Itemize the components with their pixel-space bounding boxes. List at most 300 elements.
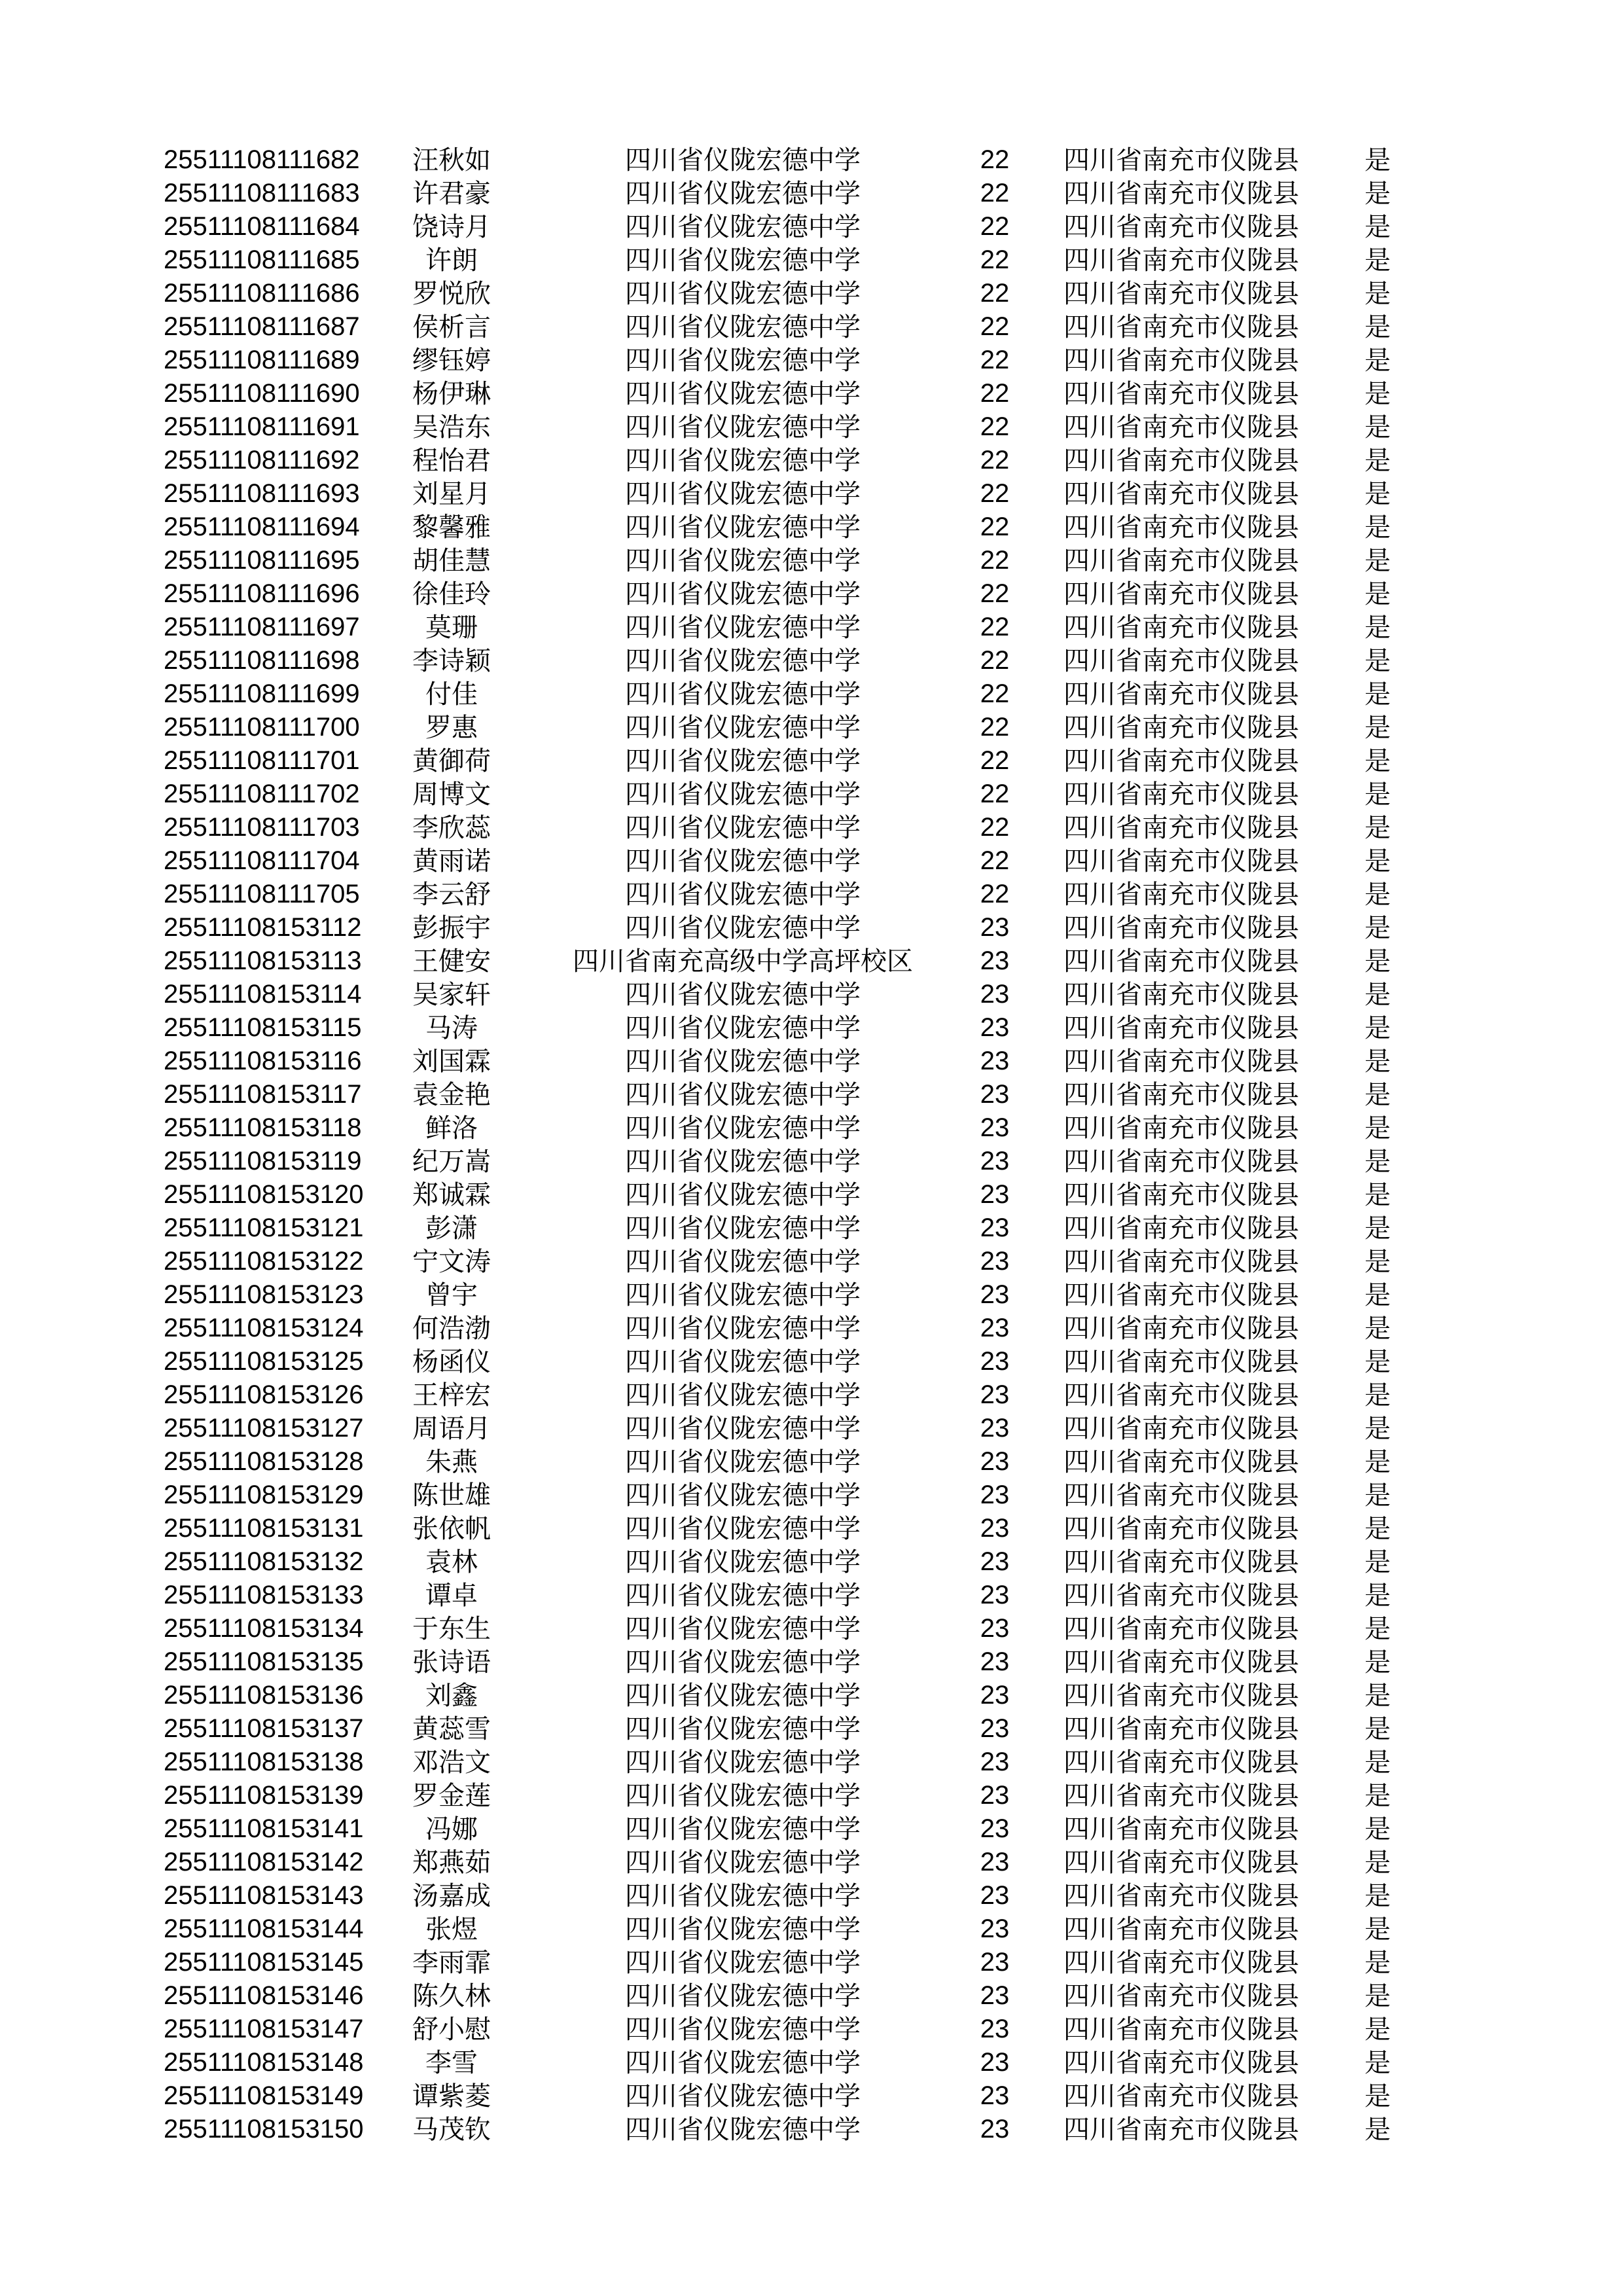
name-cell: 马涛 [425, 1013, 478, 1043]
name-cell: 侯析言 [412, 312, 491, 342]
code-cell: 23 [980, 1681, 1010, 1710]
exam-id-cell: 25511108153134 [164, 1614, 364, 1643]
flag-cell: 是 [1364, 1047, 1391, 1076]
exam-id-cell: 25511108111687 [164, 312, 360, 341]
district-cell: 四川省南充市仪陇县 [1063, 346, 1299, 375]
name-cell: 吴浩东 [412, 412, 491, 442]
flag-cell: 是 [1364, 1614, 1391, 1643]
code-cell: 23 [980, 1447, 1010, 1476]
code-cell: 23 [980, 1113, 1010, 1142]
school-cell: 四川省仪陇宏德中学 [625, 1047, 861, 1076]
district-cell: 四川省南充市仪陇县 [1063, 1614, 1299, 1643]
district-cell: 四川省南充市仪陇县 [1063, 379, 1299, 408]
exam-id-cell: 25511108153150 [164, 2115, 364, 2144]
code-cell: 23 [980, 1714, 1010, 1743]
code-cell: 22 [980, 179, 1010, 207]
exam-id-cell: 25511108111684 [164, 212, 360, 241]
name-cell: 谭紫菱 [412, 2081, 491, 2111]
name-cell: 罗悦欣 [412, 279, 491, 308]
table-row [164, 243, 1446, 277]
table-row [164, 1378, 1446, 1412]
school-cell: 四川省仪陇宏德中学 [625, 245, 861, 275]
flag-cell: 是 [1364, 379, 1391, 408]
exam-id-cell: 25511108153145 [164, 1948, 364, 1977]
code-cell: 22 [980, 579, 1010, 608]
table-row [164, 544, 1446, 577]
table-row [164, 711, 1446, 744]
table-row [164, 844, 1446, 878]
name-cell: 刘鑫 [425, 1681, 478, 1710]
school-cell: 四川省仪陇宏德中学 [625, 646, 861, 675]
table-row [164, 1011, 1446, 1045]
exam-id-cell: 25511108153146 [164, 1981, 364, 2010]
exam-id-cell: 25511108153148 [164, 2048, 364, 2077]
district-cell: 四川省南充市仪陇县 [1063, 212, 1299, 242]
flag-cell: 是 [1364, 346, 1391, 375]
flag-cell: 是 [1364, 279, 1391, 308]
school-cell: 四川省仪陇宏德中学 [625, 479, 861, 509]
table-row [164, 1145, 1446, 1178]
district-cell: 四川省南充市仪陇县 [1063, 1514, 1299, 1543]
district-cell: 四川省南充市仪陇县 [1063, 880, 1299, 909]
flag-cell: 是 [1364, 846, 1391, 876]
school-cell: 四川省仪陇宏德中学 [625, 1948, 861, 1977]
exam-id-cell: 25511108111700 [164, 713, 360, 742]
flag-cell: 是 [1364, 1380, 1391, 1410]
name-cell: 黄御荷 [412, 746, 491, 776]
school-cell: 四川省仪陇宏德中学 [625, 1748, 861, 1777]
code-cell: 23 [980, 1180, 1010, 1209]
flag-cell: 是 [1364, 1113, 1391, 1143]
flag-cell: 是 [1364, 1213, 1391, 1243]
exam-id-cell: 25511108153116 [164, 1047, 362, 1075]
name-cell: 饶诗月 [412, 212, 491, 242]
table-row [164, 644, 1446, 677]
school-cell: 四川省仪陇宏德中学 [625, 1714, 861, 1744]
school-cell: 四川省仪陇宏德中学 [625, 1514, 861, 1543]
name-cell: 于东生 [412, 1614, 491, 1643]
exam-id-cell: 25511108111702 [164, 780, 360, 808]
district-cell: 四川省南充市仪陇县 [1063, 1914, 1299, 1944]
school-cell: 四川省仪陇宏德中学 [625, 2015, 861, 2044]
flag-cell: 是 [1364, 2081, 1391, 2111]
table-row [164, 177, 1446, 210]
flag-cell: 是 [1364, 1981, 1391, 2011]
exam-id-cell: 25511108153137 [164, 1714, 364, 1743]
school-cell: 四川省仪陇宏德中学 [625, 1347, 861, 1376]
school-cell: 四川省仪陇宏德中学 [625, 1581, 861, 1610]
table-row [164, 1612, 1446, 1645]
exam-id-cell: 25511108153126 [164, 1380, 364, 1409]
code-cell: 23 [980, 1080, 1010, 1109]
district-cell: 四川省南充市仪陇县 [1063, 1147, 1299, 1176]
school-cell: 四川省仪陇宏德中学 [625, 1013, 861, 1043]
district-cell: 四川省南充市仪陇县 [1063, 1247, 1299, 1276]
flag-cell: 是 [1364, 613, 1391, 642]
table-row [164, 143, 1446, 177]
name-cell: 周博文 [412, 780, 491, 809]
school-cell: 四川省仪陇宏德中学 [625, 145, 861, 175]
name-cell: 李雪 [425, 2048, 478, 2077]
exam-id-cell: 25511108111705 [164, 880, 360, 908]
school-cell: 四川省仪陇宏德中学 [625, 813, 861, 842]
school-cell: 四川省仪陇宏德中学 [625, 1380, 861, 1410]
district-cell: 四川省南充市仪陇县 [1063, 1414, 1299, 1443]
table-row [164, 1579, 1446, 1612]
exam-id-cell: 25511108153143 [164, 1881, 364, 1910]
code-cell: 22 [980, 145, 1010, 174]
exam-id-cell: 25511108111690 [164, 379, 360, 408]
district-cell: 四川省南充市仪陇县 [1063, 1180, 1299, 1210]
flag-cell: 是 [1364, 1714, 1391, 1744]
district-cell: 四川省南充市仪陇县 [1063, 479, 1299, 509]
school-cell: 四川省仪陇宏德中学 [625, 1280, 861, 1310]
school-cell: 四川省仪陇宏德中学 [625, 746, 861, 776]
school-cell: 四川省仪陇宏德中学 [625, 613, 861, 642]
flag-cell: 是 [1364, 880, 1391, 909]
name-cell: 胡佳慧 [412, 546, 491, 575]
code-cell: 23 [980, 1347, 1010, 1376]
school-cell: 四川省仪陇宏德中学 [625, 379, 861, 408]
exam-id-cell: 25511108153112 [164, 913, 362, 942]
school-cell: 四川省仪陇宏德中学 [625, 880, 861, 909]
district-cell: 四川省南充市仪陇县 [1063, 679, 1299, 709]
student-table [0, 143, 1446, 2146]
school-cell: 四川省仪陇宏德中学 [625, 212, 861, 242]
table-row [164, 2079, 1446, 2113]
exam-id-cell: 25511108111691 [164, 412, 360, 441]
district-cell: 四川省南充市仪陇县 [1063, 946, 1299, 976]
name-cell: 黎馨雅 [412, 512, 491, 542]
exam-id-cell: 25511108111695 [164, 546, 360, 575]
district-cell: 四川省南充市仪陇县 [1063, 1981, 1299, 2011]
school-cell: 四川省仪陇宏德中学 [625, 1480, 861, 1510]
name-cell: 郑诚霖 [412, 1180, 491, 1210]
code-cell: 23 [980, 1314, 1010, 1342]
code-cell: 22 [980, 846, 1010, 875]
table-row [164, 1712, 1446, 1746]
school-cell: 四川省仪陇宏德中学 [625, 2048, 861, 2077]
district-cell: 四川省南充市仪陇县 [1063, 279, 1299, 308]
table-row [164, 778, 1446, 811]
name-cell: 袁金艳 [412, 1080, 491, 1109]
school-cell: 四川省仪陇宏德中学 [625, 1547, 861, 1577]
district-cell: 四川省南充市仪陇县 [1063, 1447, 1299, 1477]
district-cell: 四川省南充市仪陇县 [1063, 179, 1299, 208]
district-cell: 四川省南充市仪陇县 [1063, 1781, 1299, 1810]
code-cell: 23 [980, 2115, 1010, 2144]
name-cell: 袁林 [425, 1547, 478, 1577]
flag-cell: 是 [1364, 579, 1391, 609]
name-cell: 汪秋如 [412, 145, 491, 175]
school-cell: 四川省仪陇宏德中学 [625, 346, 861, 375]
flag-cell: 是 [1364, 245, 1391, 275]
flag-cell: 是 [1364, 813, 1391, 842]
school-cell: 四川省仪陇宏德中学 [625, 1447, 861, 1477]
school-cell: 四川省南充高级中学高坪校区 [573, 946, 913, 976]
exam-id-cell: 25511108153120 [164, 1180, 364, 1209]
exam-id-cell: 25511108153147 [164, 2015, 364, 2043]
exam-id-cell: 25511108153132 [164, 1547, 364, 1576]
name-cell: 张煜 [425, 1914, 478, 1944]
name-cell: 王梓宏 [412, 1380, 491, 1410]
table-row [164, 744, 1446, 778]
table-row [164, 1445, 1446, 1479]
name-cell: 徐佳玲 [412, 579, 491, 609]
name-cell: 付佳 [425, 679, 478, 709]
code-cell: 23 [980, 1480, 1010, 1509]
name-cell: 张依帆 [412, 1514, 491, 1543]
name-cell: 汤嘉成 [412, 1881, 491, 1910]
code-cell: 22 [980, 613, 1010, 641]
table-row [164, 1345, 1446, 1378]
table-row [164, 1479, 1446, 1512]
table-row [164, 2046, 1446, 2079]
table-row [164, 1545, 1446, 1579]
table-row [164, 577, 1446, 611]
district-cell: 四川省南充市仪陇县 [1063, 1881, 1299, 1910]
flag-cell: 是 [1364, 1914, 1391, 1944]
district-cell: 四川省南充市仪陇县 [1063, 412, 1299, 442]
exam-id-cell: 25511108153117 [164, 1080, 362, 1109]
code-cell: 22 [980, 679, 1010, 708]
school-cell: 四川省仪陇宏德中学 [625, 1147, 861, 1176]
district-cell: 四川省南充市仪陇县 [1063, 1480, 1299, 1510]
table-row [164, 1879, 1446, 1912]
exam-id-cell: 25511108111683 [164, 179, 360, 207]
flag-cell: 是 [1364, 646, 1391, 675]
exam-id-cell: 25511108111694 [164, 512, 360, 541]
table-row [164, 1278, 1446, 1312]
school-cell: 四川省仪陇宏德中学 [625, 1681, 861, 1710]
table-row [164, 444, 1446, 477]
exam-id-cell: 25511108153149 [164, 2081, 364, 2110]
code-cell: 23 [980, 1380, 1010, 1409]
table-row [164, 210, 1446, 243]
district-cell: 四川省南充市仪陇县 [1063, 145, 1299, 175]
flag-cell: 是 [1364, 1447, 1391, 1477]
name-cell: 彭潇 [425, 1213, 478, 1243]
district-cell: 四川省南充市仪陇县 [1063, 546, 1299, 575]
flag-cell: 是 [1364, 1147, 1391, 1176]
table-row [164, 1211, 1446, 1245]
name-cell: 程怡君 [412, 446, 491, 475]
flag-cell: 是 [1364, 1480, 1391, 1510]
flag-cell: 是 [1364, 1848, 1391, 1877]
exam-id-cell: 25511108111682 [164, 145, 360, 174]
district-cell: 四川省南充市仪陇县 [1063, 646, 1299, 675]
exam-id-cell: 25511108153115 [164, 1013, 362, 1042]
code-cell: 23 [980, 1881, 1010, 1910]
code-cell: 22 [980, 212, 1010, 241]
flag-cell: 是 [1364, 1247, 1391, 1276]
school-cell: 四川省仪陇宏德中学 [625, 846, 861, 876]
district-cell: 四川省南充市仪陇县 [1063, 245, 1299, 275]
flag-cell: 是 [1364, 1748, 1391, 1777]
table-row [164, 1111, 1446, 1145]
table-row [164, 1312, 1446, 1345]
flag-cell: 是 [1364, 780, 1391, 809]
flag-cell: 是 [1364, 1781, 1391, 1810]
school-cell: 四川省仪陇宏德中学 [625, 1881, 861, 1910]
exam-id-cell: 25511108153135 [164, 1647, 364, 1676]
exam-id-cell: 25511108153119 [164, 1147, 362, 1175]
name-cell: 宁文涛 [412, 1247, 491, 1276]
school-cell: 四川省仪陇宏德中学 [625, 279, 861, 308]
table-row [164, 410, 1446, 444]
district-cell: 四川省南充市仪陇县 [1063, 746, 1299, 776]
name-cell: 鲜洛 [425, 1113, 478, 1143]
code-cell: 23 [980, 1581, 1010, 1609]
exam-id-cell: 25511108153123 [164, 1280, 364, 1309]
code-cell: 23 [980, 1280, 1010, 1309]
code-cell: 23 [980, 2081, 1010, 2110]
table-row [164, 2013, 1446, 2046]
name-cell: 谭卓 [425, 1581, 478, 1610]
school-cell: 四川省仪陇宏德中学 [625, 1080, 861, 1109]
name-cell: 罗金莲 [412, 1781, 491, 1810]
district-cell: 四川省南充市仪陇县 [1063, 2048, 1299, 2077]
school-cell: 四川省仪陇宏德中学 [625, 1781, 861, 1810]
exam-id-cell: 25511108111693 [164, 479, 360, 508]
table-row [164, 477, 1446, 511]
school-cell: 四川省仪陇宏德中学 [625, 179, 861, 208]
code-cell: 22 [980, 279, 1010, 308]
name-cell: 邓浩文 [412, 1748, 491, 1777]
district-cell: 四川省南充市仪陇县 [1063, 2015, 1299, 2044]
table-row [164, 1746, 1446, 1779]
name-cell: 许朗 [425, 245, 478, 275]
district-cell: 四川省南充市仪陇县 [1063, 1347, 1299, 1376]
code-cell: 22 [980, 379, 1010, 408]
exam-id-cell: 25511108153136 [164, 1681, 364, 1710]
name-cell: 李欣蕊 [412, 813, 491, 842]
code-cell: 23 [980, 913, 1010, 942]
table-row [164, 611, 1446, 644]
district-cell: 四川省南充市仪陇县 [1063, 1714, 1299, 1744]
exam-id-cell: 25511108153124 [164, 1314, 364, 1342]
name-cell: 何浩渤 [412, 1314, 491, 1343]
exam-id-cell: 25511108153121 [164, 1213, 364, 1242]
name-cell: 黄雨诺 [412, 846, 491, 876]
code-cell: 23 [980, 1047, 1010, 1075]
code-cell: 22 [980, 746, 1010, 775]
school-cell: 四川省仪陇宏德中学 [625, 312, 861, 342]
exam-id-cell: 25511108153141 [164, 1814, 364, 1843]
school-cell: 四川省仪陇宏德中学 [625, 913, 861, 942]
table-row [164, 1645, 1446, 1679]
table-row [164, 1412, 1446, 1445]
flag-cell: 是 [1364, 512, 1391, 542]
flag-cell: 是 [1364, 2015, 1391, 2044]
flag-cell: 是 [1364, 746, 1391, 776]
flag-cell: 是 [1364, 1581, 1391, 1610]
flag-cell: 是 [1364, 1681, 1391, 1710]
exam-id-cell: 25511108153131 [164, 1514, 364, 1543]
flag-cell: 是 [1364, 546, 1391, 575]
exam-id-cell: 25511108153139 [164, 1781, 364, 1810]
district-cell: 四川省南充市仪陇县 [1063, 1948, 1299, 1977]
district-cell: 四川省南充市仪陇县 [1063, 1581, 1299, 1610]
school-cell: 四川省仪陇宏德中学 [625, 1314, 861, 1343]
school-cell: 四川省仪陇宏德中学 [625, 1614, 861, 1643]
name-cell: 吴家轩 [412, 980, 491, 1009]
code-cell: 23 [980, 1614, 1010, 1643]
district-cell: 四川省南充市仪陇县 [1063, 1314, 1299, 1343]
name-cell: 陈世雄 [412, 1480, 491, 1510]
district-cell: 四川省南充市仪陇县 [1063, 913, 1299, 942]
exam-id-cell: 25511108153127 [164, 1414, 364, 1443]
table-row [164, 2113, 1446, 2146]
table-row [164, 344, 1446, 377]
code-cell: 23 [980, 946, 1010, 975]
table-row [164, 1512, 1446, 1545]
flag-cell: 是 [1364, 212, 1391, 242]
exam-id-cell: 25511108111685 [164, 245, 360, 274]
exam-id-cell: 25511108111696 [164, 579, 360, 608]
code-cell: 23 [980, 1848, 1010, 1876]
school-cell: 四川省仪陇宏德中学 [625, 2115, 861, 2144]
code-cell: 22 [980, 446, 1010, 475]
flag-cell: 是 [1364, 1013, 1391, 1043]
flag-cell: 是 [1364, 713, 1391, 742]
exam-id-cell: 25511108111699 [164, 679, 360, 708]
flag-cell: 是 [1364, 412, 1391, 442]
table-row [164, 1912, 1446, 1946]
code-cell: 22 [980, 512, 1010, 541]
flag-cell: 是 [1364, 1347, 1391, 1376]
district-cell: 四川省南充市仪陇县 [1063, 980, 1299, 1009]
table-row [164, 878, 1446, 911]
school-cell: 四川省仪陇宏德中学 [625, 1914, 861, 1944]
table-row [164, 1679, 1446, 1712]
district-cell: 四川省南充市仪陇县 [1063, 813, 1299, 842]
name-cell: 马茂钦 [412, 2115, 491, 2144]
district-cell: 四川省南充市仪陇县 [1063, 512, 1299, 542]
district-cell: 四川省南充市仪陇县 [1063, 579, 1299, 609]
district-cell: 四川省南充市仪陇县 [1063, 2115, 1299, 2144]
table-row [164, 1846, 1446, 1879]
table-row [164, 1946, 1446, 1979]
district-cell: 四川省南充市仪陇县 [1063, 1280, 1299, 1310]
code-cell: 22 [980, 880, 1010, 908]
table-row [164, 1178, 1446, 1211]
table-row [164, 1045, 1446, 1078]
name-cell: 李雨霏 [412, 1948, 491, 1977]
code-cell: 22 [980, 713, 1010, 742]
school-cell: 四川省仪陇宏德中学 [625, 412, 861, 442]
code-cell: 23 [980, 1414, 1010, 1443]
school-cell: 四川省仪陇宏德中学 [625, 780, 861, 809]
name-cell: 李云舒 [412, 880, 491, 909]
district-cell: 四川省南充市仪陇县 [1063, 846, 1299, 876]
school-cell: 四川省仪陇宏德中学 [625, 1247, 861, 1276]
code-cell: 23 [980, 1814, 1010, 1843]
flag-cell: 是 [1364, 2115, 1391, 2144]
exam-id-cell: 25511108153138 [164, 1748, 364, 1776]
school-cell: 四川省仪陇宏德中学 [625, 1647, 861, 1677]
name-cell: 郑燕茹 [412, 1848, 491, 1877]
table-row [164, 677, 1446, 711]
flag-cell: 是 [1364, 679, 1391, 709]
school-cell: 四川省仪陇宏德中学 [625, 1848, 861, 1877]
flag-cell: 是 [1364, 479, 1391, 509]
code-cell: 23 [980, 980, 1010, 1009]
exam-id-cell: 25511108153114 [164, 980, 362, 1009]
code-cell: 23 [980, 1781, 1010, 1810]
exam-id-cell: 25511108153142 [164, 1848, 364, 1876]
school-cell: 四川省仪陇宏德中学 [625, 1213, 861, 1243]
